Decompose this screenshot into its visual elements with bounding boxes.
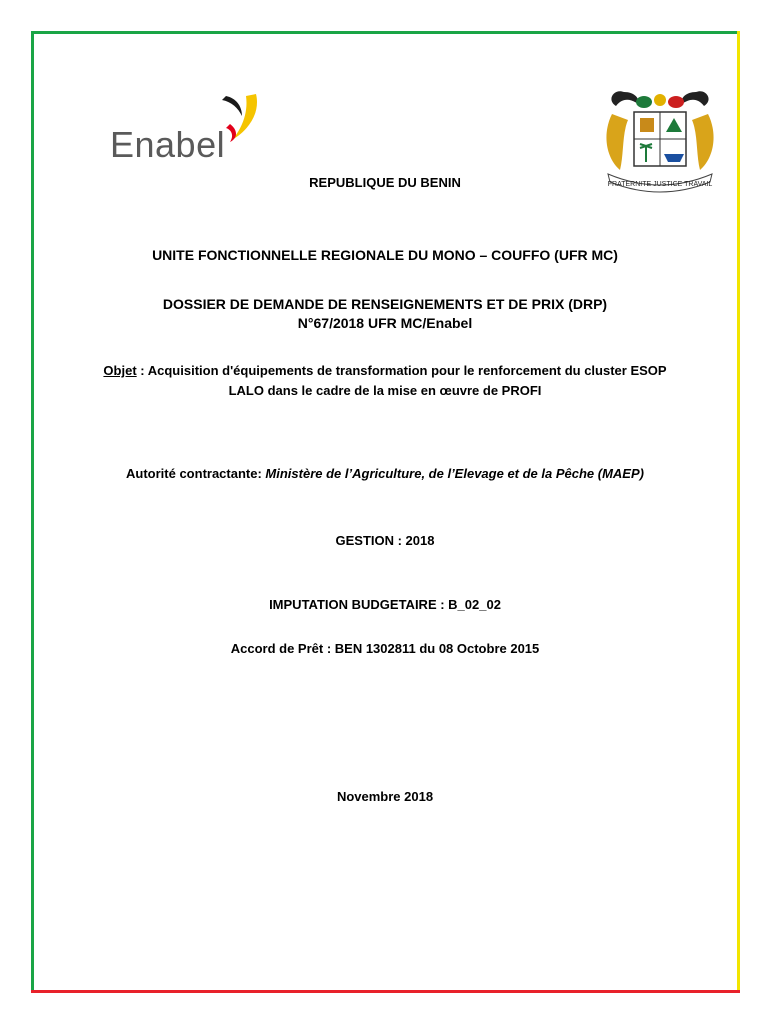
country-heading: REPUBLIQUE DU BENIN: [309, 175, 461, 190]
dossier-number: N°67/2018 UFR MC/Enabel: [297, 315, 473, 331]
enabel-logo: [110, 88, 280, 168]
objet-paragraph: [100, 361, 670, 401]
objet-text: Acquisition d'équipements de transformation pour le renforcement du cluster ESOP LALO dans le cadre de la mise en œuvre de PROFI: [147, 363, 667, 398]
border-top: [31, 31, 740, 34]
objet-separator: :: [136, 363, 148, 378]
autorite-value: Ministère de l’Agriculture, de l’Elevage et de la Pêche (MAEP): [265, 466, 644, 481]
imputation-line: IMPUTATION BUDGETAIRE : B_02_02: [269, 597, 501, 612]
unit-heading: UNITE FONCTIONNELLE REGIONALE DU MONO – COUFFO (UFR MC): [152, 247, 618, 263]
gestion-line: GESTION : 2018: [335, 533, 435, 548]
logo-black-stroke: [222, 96, 242, 116]
coat-of-arms-motto: FRATERNITE JUSTICE TRAVAIL: [607, 181, 713, 188]
autorite-label: Autorité contractante:: [126, 466, 266, 481]
enabel-logo-text: Enabel: [110, 124, 226, 165]
autorite-paragraph: [110, 464, 660, 483]
border-bottom: [31, 990, 740, 993]
objet-label: Objet: [103, 363, 137, 378]
document-date: Novembre 2018: [336, 789, 434, 804]
logo-red-stroke: [226, 124, 236, 142]
dossier-title: DOSSIER DE DEMANDE DE RENSEIGNEMENTS ET DE PRIX (DRP): [162, 296, 608, 312]
accord-line: Accord de Prêt : BEN 1302811 du 08 Octobre 2015: [230, 641, 540, 656]
